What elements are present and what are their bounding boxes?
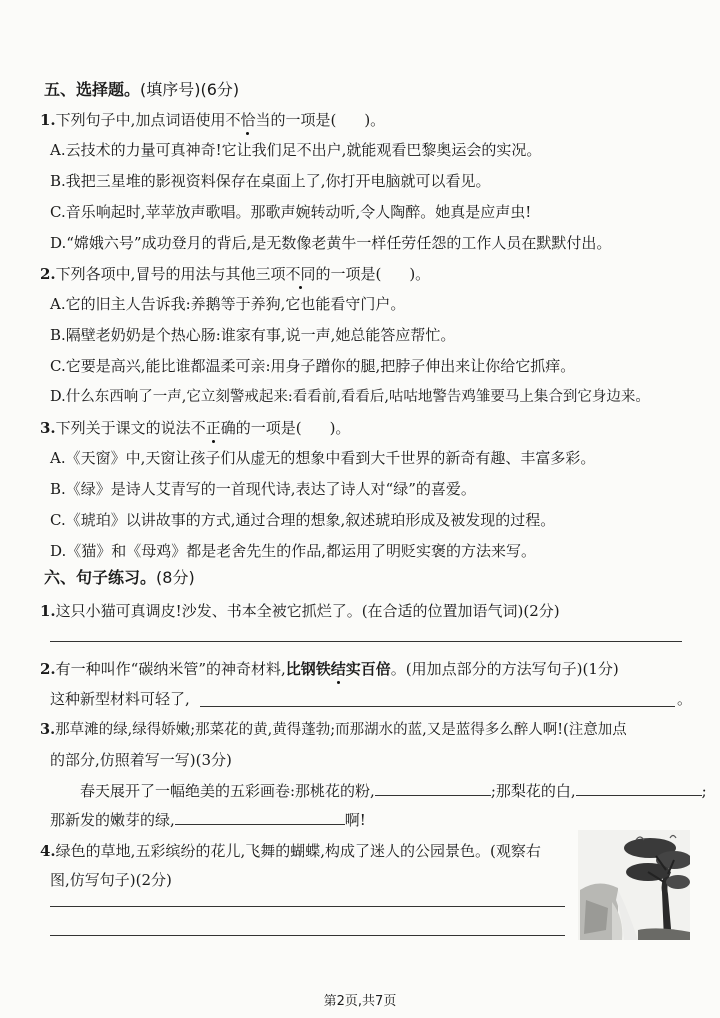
s5-q2-emphasis: 不同 — [285, 265, 316, 283]
s6-q1-num: 1. — [40, 602, 56, 620]
s5-q2-num: 2. — [40, 265, 56, 283]
s6-q3-fill1-b: ;那梨花的白, — [490, 782, 576, 800]
s5-q3-num: 3. — [40, 419, 56, 437]
s6-q4-text: 绿色的草地,五彩缤纷的花儿,飞舞的蝴蝶,构成了迷人的公园景色。(观察右 — [55, 842, 541, 860]
s5-q1-stem-c: 的一项是( — [270, 111, 337, 129]
s6-q3-fill2 — [50, 810, 366, 830]
s5-q1-stem — [40, 110, 385, 130]
s5-q3-stem-d: )。 — [329, 419, 351, 437]
s6-q2-emphasis: 比钢铁结实百倍 — [285, 660, 391, 678]
s6-q3-text: 那草滩的绿,绿得娇嫩;那菜花的黄,黄得蓬勃;而那湖水的蓝,又是蓝得多么醉人啊!(注意加点 — [55, 722, 627, 738]
s5-q3-stem — [40, 418, 350, 438]
s6-q2-answer-end: 。 — [677, 690, 693, 708]
s6-q2-answer-prefix: 这种新型材料可轻了, — [50, 690, 190, 708]
s6-q2-num: 2. — [40, 660, 56, 678]
s5-q1-num: 1. — [40, 111, 56, 129]
s5-q1-option-d: D.“嫦娥六号”成功登月的背后,是无数像老黄牛一样任劳任怨的工作人员在默默付出。 — [50, 234, 612, 252]
s5-q1-emphasis: 不恰当 — [225, 111, 271, 129]
s6-q4-line2: 图,仿写句子)(2分) — [50, 871, 172, 889]
s6-q3-blank2[interactable] — [576, 781, 702, 796]
s5-q3-option-b: B.《绿》是诗人艾青写的一首现代诗,表达了诗人对“绿”的喜爱。 — [50, 480, 476, 498]
s5-q3-stem-c: 的一项是( — [235, 419, 302, 437]
s5-q2-option-b: B.隔壁老奶奶是个热心肠:谁家有事,说一声,她总能答应帮忙。 — [50, 326, 456, 344]
s6-q4-num: 4. — [40, 842, 56, 860]
section6-title — [44, 568, 195, 588]
s6-q3-num: 3. — [40, 721, 56, 738]
s6-q1-text: 这只小猫可真调皮!沙发、书本全被它抓烂了。(在合适的位置加语气词)(2分) — [55, 602, 560, 620]
s6-q3-fill1 — [80, 781, 707, 801]
s6-q3-line2: 的部分,仿照着写一写)(3分) — [50, 751, 232, 769]
s6-q1 — [40, 601, 560, 621]
section6-title-text: 六、句子练习。 — [44, 568, 157, 587]
s5-q2-stem-a: 下列各项中,冒号的用法与其他三项 — [55, 265, 286, 283]
s5-q1-option-a: A.云技术的力量可真神奇!它让我们足不出户,就能观看巴黎奥运会的实况。 — [50, 141, 542, 159]
s6-q1-answer-line[interactable] — [50, 641, 682, 642]
s6-q3-fill1-a: 春天展开了一幅绝美的五彩画卷:那桃花的粉, — [80, 782, 375, 800]
s5-q2-option-a: A.它的旧主人告诉我:养鹅等于养狗,它也能看守门户。 — [50, 295, 406, 313]
s5-q1-option-b: B.我把三星堆的影视资料保存在桌面上了,你打开电脑就可以看见。 — [50, 172, 491, 190]
s5-q1-option-c: C.音乐响起时,苹苹放声歌唱。那歌声婉转动听,令人陶醉。她真是应声虫! — [50, 203, 532, 221]
s6-q4-answer-line-2[interactable] — [50, 935, 565, 936]
s5-q2-option-d: D.什么东西响了一声,它立刻警戒起来:看看前,看看后,咕咕地警告鸡雏要马上集合到它身边来。 — [50, 389, 650, 405]
section5-title-text: 五、选择题。 — [44, 80, 141, 99]
s5-q1-stem-a: 下列句子中,加点词语使用 — [55, 111, 226, 129]
s6-q4-answer-line-1[interactable] — [50, 906, 565, 907]
s6-q3-blank1[interactable] — [375, 781, 491, 796]
page-footer: 第2页,共7页 — [323, 994, 397, 1009]
park-tree-illustration-icon — [578, 830, 690, 940]
s6-q2 — [40, 659, 619, 679]
s5-q1-stem-d: )。 — [364, 111, 386, 129]
s6-q3-line1 — [40, 720, 627, 740]
section5-note: (填序号)(6分) — [140, 80, 240, 99]
s5-q2-stem — [40, 264, 430, 284]
s6-q3-fill2-a: 那新发的嫩芽的绿, — [50, 811, 175, 829]
s6-q2-answer-line[interactable] — [200, 706, 675, 707]
section5-title — [44, 80, 239, 100]
s5-q3-option-a: A.《天窗》中,天窗让孩子们从虚无的想象中看到大千世界的新奇有趣、丰富多彩。 — [50, 449, 596, 467]
s6-q2-text-a: 有一种叫作“碳纳米管”的神奇材料, — [55, 660, 286, 678]
s6-q4-line1 — [40, 841, 541, 861]
s6-q3-blank3[interactable] — [175, 810, 345, 825]
s5-q3-stem-a: 下列关于课文的说法 — [55, 419, 191, 437]
s5-q3-option-d: D.《猫》和《母鸡》都是老舍先生的作品,都运用了明贬实褒的方法来写。 — [50, 542, 537, 560]
s6-q3-fill1-c: ; — [701, 782, 707, 800]
s5-q2-stem-c: 的一项是( — [315, 265, 382, 283]
s6-q3-fill2-b: 啊! — [344, 811, 366, 829]
section6-note: (8分) — [156, 568, 195, 587]
s5-q3-emphasis: 不正确 — [190, 419, 236, 437]
s6-q2-text-c: 。(用加点部分的方法写句子)(1分) — [390, 660, 619, 678]
s5-q3-option-c: C.《琥珀》以讲故事的方式,通过合理的想象,叙述琥珀形成及被发现的过程。 — [50, 511, 556, 529]
s5-q2-stem-d: )。 — [409, 265, 431, 283]
s5-q2-option-c: C.它要是高兴,能比谁都温柔可亲:用身子蹭你的腿,把脖子伸出来让你给它抓痒。 — [50, 357, 576, 375]
